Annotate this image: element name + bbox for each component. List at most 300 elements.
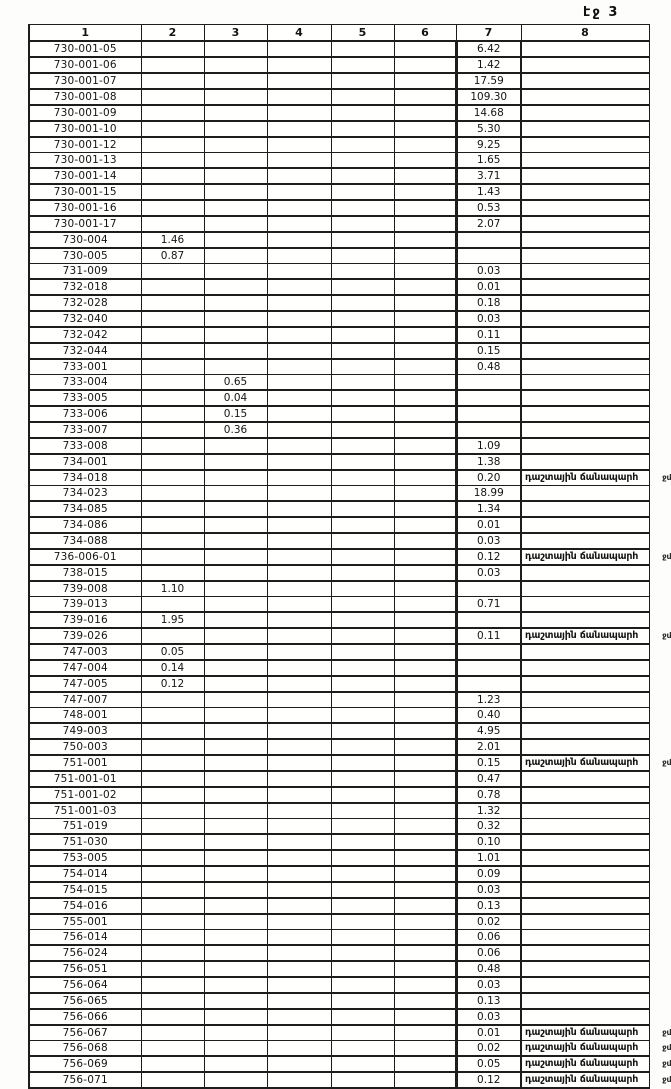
- value-cell-col5: [331, 945, 394, 961]
- code-cell: 756-067: [29, 1025, 141, 1041]
- value-cell-col6: [394, 375, 456, 391]
- value-cell-col2: [141, 628, 204, 644]
- value-cell-col5: [331, 1025, 394, 1041]
- value-cell-col8: [521, 279, 649, 295]
- value-cell-col6: [394, 723, 456, 739]
- code-cell: 730-005: [29, 248, 141, 264]
- value-cell-col3: [204, 739, 267, 755]
- value-cell-col4: [267, 137, 331, 153]
- value-cell-col3: [204, 945, 267, 961]
- value-cell-col2: [141, 866, 204, 882]
- value-cell-col2: [141, 708, 204, 724]
- value-cell-col8: [521, 692, 649, 708]
- value-cell-col2: 0.12: [141, 676, 204, 692]
- value-cell-col3: [204, 279, 267, 295]
- column-header-7: 7: [456, 25, 521, 42]
- value-cell-col4: [267, 359, 331, 375]
- value-cell-col8: [521, 930, 649, 946]
- value-cell-col5: [331, 327, 394, 343]
- value-cell-col6: [394, 41, 456, 57]
- field-road-note: դաշտային ճանապարհ: [525, 757, 639, 769]
- value-cell-col3: [204, 819, 267, 835]
- value-cell-col3: 0.04: [204, 390, 267, 406]
- code-cell: 756-014: [29, 930, 141, 946]
- value-cell-col8: [521, 914, 649, 930]
- value-cell-col4: [267, 454, 331, 470]
- code-cell: 751-001-02: [29, 787, 141, 803]
- value-cell-col7: 0.48: [456, 359, 521, 375]
- value-cell-col2: [141, 359, 204, 375]
- value-cell-col8: [521, 406, 649, 422]
- value-cell-col6: [394, 628, 456, 644]
- value-cell-col6: [394, 486, 456, 502]
- value-cell-col5: [331, 73, 394, 89]
- code-cell: 754-016: [29, 898, 141, 914]
- value-cell-col3: [204, 692, 267, 708]
- column-header-2: 2: [141, 25, 204, 42]
- value-cell-col7: 0.18: [456, 295, 521, 311]
- value-cell-col2: [141, 41, 204, 57]
- table-row: [29, 343, 649, 359]
- value-cell-col3: [204, 105, 267, 121]
- code-cell: 733-004: [29, 375, 141, 391]
- value-cell-col2: [141, 977, 204, 993]
- value-cell-col2: [141, 850, 204, 866]
- code-cell: 738-015: [29, 565, 141, 581]
- value-cell-col7: 0.40: [456, 708, 521, 724]
- value-cell-col6: [394, 755, 456, 771]
- code-cell: 730-001-08: [29, 89, 141, 105]
- value-cell-col3: [204, 581, 267, 597]
- value-cell-col6: [394, 1056, 456, 1072]
- value-cell-col7: 0.06: [456, 945, 521, 961]
- table-row: [29, 41, 649, 57]
- value-cell-col3: [204, 89, 267, 105]
- value-cell-col8: [521, 311, 649, 327]
- value-cell-col8: [521, 850, 649, 866]
- value-cell-col8: [521, 803, 649, 819]
- value-cell-col5: [331, 1072, 394, 1088]
- value-cell-col2: [141, 295, 204, 311]
- table-row: [29, 105, 649, 121]
- value-cell-col3: [204, 501, 267, 517]
- value-cell-col7: 0.13: [456, 993, 521, 1009]
- value-cell-col7: 0.12: [456, 549, 521, 565]
- value-cell-col5: [331, 184, 394, 200]
- value-cell-col7: [456, 422, 521, 438]
- value-cell-col8: [521, 375, 649, 391]
- table-row: [29, 549, 649, 565]
- value-cell-col5: [331, 644, 394, 660]
- value-cell-col3: [204, 628, 267, 644]
- value-cell-col2: [141, 914, 204, 930]
- value-cell-col7: 3.71: [456, 168, 521, 184]
- table-row: [29, 232, 649, 248]
- value-cell-col8: [521, 834, 649, 850]
- margin-annotation: ջմ: [662, 1043, 671, 1052]
- value-cell-col4: [267, 375, 331, 391]
- value-cell-col3: [204, 660, 267, 676]
- value-cell-col6: [394, 105, 456, 121]
- table-row: [29, 406, 649, 422]
- value-cell-col3: 0.65: [204, 375, 267, 391]
- value-cell-col5: [331, 803, 394, 819]
- code-cell: 754-014: [29, 866, 141, 882]
- value-cell-col5: [331, 961, 394, 977]
- value-cell-col3: [204, 977, 267, 993]
- value-cell-col4: [267, 914, 331, 930]
- value-cell-col8: [521, 57, 649, 73]
- value-cell-col7: 1.38: [456, 454, 521, 470]
- value-cell-col7: 0.01: [456, 517, 521, 533]
- code-cell: 733-006: [29, 406, 141, 422]
- value-cell-col5: [331, 517, 394, 533]
- value-cell-col6: [394, 676, 456, 692]
- value-cell-col3: [204, 708, 267, 724]
- value-cell-col2: [141, 1056, 204, 1072]
- value-cell-col2: [141, 565, 204, 581]
- value-cell-col4: [267, 41, 331, 57]
- value-cell-col2: 0.87: [141, 248, 204, 264]
- value-cell-col6: [394, 454, 456, 470]
- column-header-8: 8: [521, 25, 649, 42]
- margin-annotation: ջմ: [662, 1075, 671, 1084]
- table-row: [29, 612, 649, 628]
- value-cell-col4: [267, 1056, 331, 1072]
- value-cell-col8: [521, 295, 649, 311]
- value-cell-col7: 1.42: [456, 57, 521, 73]
- value-cell-col6: [394, 930, 456, 946]
- value-cell-col2: [141, 486, 204, 502]
- value-cell-col8: [521, 787, 649, 803]
- field-road-note: դաշտային ճանապարհ: [525, 1074, 639, 1086]
- value-cell-col3: [204, 1041, 267, 1057]
- value-cell-col4: [267, 279, 331, 295]
- code-cell: 747-005: [29, 676, 141, 692]
- value-cell-col2: [141, 168, 204, 184]
- value-cell-col7: 1.32: [456, 803, 521, 819]
- table-row: [29, 739, 649, 755]
- table-row: [29, 993, 649, 1009]
- value-cell-col6: [394, 565, 456, 581]
- value-cell-col8: [521, 248, 649, 264]
- value-cell-col4: [267, 612, 331, 628]
- code-cell: 730-001-09: [29, 105, 141, 121]
- value-cell-col2: [141, 803, 204, 819]
- code-cell: 753-005: [29, 850, 141, 866]
- value-cell-col6: [394, 200, 456, 216]
- value-cell-col4: [267, 866, 331, 882]
- value-cell-col2: [141, 153, 204, 169]
- value-cell-col7: [456, 644, 521, 660]
- table-row: [29, 517, 649, 533]
- code-cell: 756-064: [29, 977, 141, 993]
- value-cell-col6: [394, 898, 456, 914]
- value-cell-col5: [331, 787, 394, 803]
- table-row: [29, 184, 649, 200]
- value-cell-col6: [394, 343, 456, 359]
- value-cell-col3: [204, 168, 267, 184]
- value-cell-col6: [394, 993, 456, 1009]
- value-cell-col6: [394, 390, 456, 406]
- value-cell-col7: 0.06: [456, 930, 521, 946]
- value-cell-col6: [394, 803, 456, 819]
- value-cell-col6: [394, 850, 456, 866]
- table-row: [29, 327, 649, 343]
- value-cell-col7: [456, 612, 521, 628]
- table-row: [29, 708, 649, 724]
- value-cell-col5: [331, 137, 394, 153]
- table-row: [29, 644, 649, 660]
- value-cell-col8: [521, 232, 649, 248]
- value-cell-col2: 0.14: [141, 660, 204, 676]
- value-cell-col2: [141, 1041, 204, 1057]
- value-cell-col7: 6.42: [456, 41, 521, 57]
- value-cell-col8: [521, 390, 649, 406]
- value-cell-col2: [141, 819, 204, 835]
- value-cell-col7: 0.13: [456, 898, 521, 914]
- value-cell-col3: [204, 676, 267, 692]
- code-cell: 734-023: [29, 486, 141, 502]
- value-cell-col3: [204, 597, 267, 613]
- value-cell-col4: [267, 898, 331, 914]
- table-row: [29, 295, 649, 311]
- value-cell-col2: [141, 105, 204, 121]
- code-cell: 730-001-10: [29, 121, 141, 137]
- value-cell-col5: [331, 295, 394, 311]
- value-cell-col6: [394, 1009, 456, 1025]
- value-cell-col3: [204, 1025, 267, 1041]
- data-table-container: [28, 24, 671, 1089]
- value-cell-col2: [141, 787, 204, 803]
- value-cell-col3: [204, 232, 267, 248]
- code-cell: 756-071: [29, 1072, 141, 1088]
- margin-annotation: ջմ: [662, 552, 671, 561]
- code-cell: 730-001-06: [29, 57, 141, 73]
- value-cell-col8: [521, 121, 649, 137]
- value-cell-col7: 0.01: [456, 279, 521, 295]
- value-cell-col4: [267, 105, 331, 121]
- value-cell-col4: [267, 406, 331, 422]
- value-cell-col2: [141, 343, 204, 359]
- value-cell-col5: [331, 1041, 394, 1057]
- value-cell-col3: [204, 644, 267, 660]
- table-body: [29, 41, 671, 1088]
- table-row: [29, 676, 649, 692]
- value-cell-col6: [394, 168, 456, 184]
- value-cell-col2: [141, 739, 204, 755]
- value-cell-col7: 0.15: [456, 755, 521, 771]
- value-cell-col7: 0.03: [456, 311, 521, 327]
- value-cell-col2: [141, 73, 204, 89]
- value-cell-col8: [521, 486, 649, 502]
- value-cell-col4: [267, 121, 331, 137]
- value-cell-col4: [267, 57, 331, 73]
- value-cell-col5: [331, 898, 394, 914]
- value-cell-col8: [521, 1056, 671, 1072]
- value-cell-col8: [521, 517, 649, 533]
- column-header-5: 5: [331, 25, 394, 42]
- value-cell-col8: [521, 184, 649, 200]
- value-cell-col5: [331, 105, 394, 121]
- value-cell-col6: [394, 248, 456, 264]
- value-cell-col2: [141, 327, 204, 343]
- value-cell-col7: [456, 581, 521, 597]
- value-cell-col3: [204, 486, 267, 502]
- value-cell-col8: [521, 137, 649, 153]
- value-cell-col7: 0.09: [456, 866, 521, 882]
- value-cell-col5: [331, 359, 394, 375]
- value-cell-col8: [521, 501, 649, 517]
- value-cell-col4: [267, 819, 331, 835]
- value-cell-col5: [331, 422, 394, 438]
- value-cell-col4: [267, 501, 331, 517]
- value-cell-col3: [204, 454, 267, 470]
- table-row: [29, 803, 649, 819]
- value-cell-col6: [394, 232, 456, 248]
- value-cell-col7: 2.01: [456, 739, 521, 755]
- code-cell: 734-088: [29, 533, 141, 549]
- code-cell: 733-005: [29, 390, 141, 406]
- value-cell-col3: [204, 993, 267, 1009]
- value-cell-col7: 0.47: [456, 771, 521, 787]
- value-cell-col7: [456, 676, 521, 692]
- value-cell-col4: [267, 723, 331, 739]
- value-cell-col8: [521, 755, 671, 771]
- table-row: [29, 248, 649, 264]
- value-cell-col4: [267, 660, 331, 676]
- value-cell-col8: [521, 612, 649, 628]
- value-cell-col6: [394, 961, 456, 977]
- value-cell-col8: [521, 977, 649, 993]
- value-cell-col4: [267, 470, 331, 486]
- value-cell-col6: [394, 819, 456, 835]
- value-cell-col7: 0.03: [456, 264, 521, 280]
- table-row: [29, 279, 649, 295]
- field-road-note: դաշտային ճանապարհ: [525, 1042, 639, 1054]
- code-cell: 730-001-15: [29, 184, 141, 200]
- value-cell-col3: 0.15: [204, 406, 267, 422]
- code-cell: 755-001: [29, 914, 141, 930]
- code-cell: 748-001: [29, 708, 141, 724]
- value-cell-col8: [521, 89, 649, 105]
- value-cell-col7: 0.03: [456, 533, 521, 549]
- table-row: [29, 375, 649, 391]
- table-row: [29, 660, 649, 676]
- value-cell-col8: [521, 597, 649, 613]
- value-cell-col8: [521, 961, 649, 977]
- value-cell-col5: [331, 1009, 394, 1025]
- value-cell-col7: 0.15: [456, 343, 521, 359]
- value-cell-col4: [267, 533, 331, 549]
- value-cell-col7: [456, 375, 521, 391]
- value-cell-col6: [394, 597, 456, 613]
- value-cell-col4: [267, 73, 331, 89]
- table-row: [29, 264, 649, 280]
- code-cell: 751-030: [29, 834, 141, 850]
- value-cell-col8: [521, 216, 649, 232]
- code-cell: 732-018: [29, 279, 141, 295]
- value-cell-col3: [204, 470, 267, 486]
- value-cell-col8: [521, 327, 649, 343]
- value-cell-col8: [521, 533, 649, 549]
- value-cell-col6: [394, 945, 456, 961]
- value-cell-col4: [267, 993, 331, 1009]
- value-cell-col4: [267, 676, 331, 692]
- value-cell-col5: [331, 549, 394, 565]
- value-cell-col4: [267, 1041, 331, 1057]
- value-cell-col8: [521, 993, 649, 1009]
- column-header-4: 4: [267, 25, 331, 42]
- value-cell-col3: [204, 866, 267, 882]
- value-cell-col5: [331, 168, 394, 184]
- table-row: [29, 977, 649, 993]
- value-cell-col4: [267, 327, 331, 343]
- value-cell-col6: [394, 834, 456, 850]
- value-cell-col5: [331, 501, 394, 517]
- table-row: [29, 723, 649, 739]
- value-cell-col6: [394, 501, 456, 517]
- value-cell-col4: [267, 486, 331, 502]
- value-cell-col6: [394, 406, 456, 422]
- value-cell-col5: [331, 882, 394, 898]
- header-row: [29, 25, 649, 42]
- field-road-note: դաշտային ճանապարհ: [525, 472, 639, 484]
- value-cell-col8: [521, 882, 649, 898]
- value-cell-col7: 0.02: [456, 1041, 521, 1057]
- code-cell: 730-001-16: [29, 200, 141, 216]
- value-cell-col2: [141, 993, 204, 1009]
- value-cell-col2: [141, 533, 204, 549]
- code-cell: 751-001: [29, 755, 141, 771]
- value-cell-col8: [521, 343, 649, 359]
- value-cell-col3: [204, 137, 267, 153]
- value-cell-col3: [204, 121, 267, 137]
- value-cell-col3: [204, 549, 267, 565]
- value-cell-col4: [267, 581, 331, 597]
- value-cell-col4: [267, 961, 331, 977]
- value-cell-col4: [267, 628, 331, 644]
- table-row: [29, 533, 649, 549]
- value-cell-col8: [521, 708, 649, 724]
- value-cell-col5: [331, 771, 394, 787]
- value-cell-col6: [394, 708, 456, 724]
- code-cell: 734-085: [29, 501, 141, 517]
- value-cell-col6: [394, 470, 456, 486]
- value-cell-col5: [331, 834, 394, 850]
- value-cell-col3: [204, 57, 267, 73]
- value-cell-col2: [141, 422, 204, 438]
- code-cell: 730-001-14: [29, 168, 141, 184]
- value-cell-col7: 0.71: [456, 597, 521, 613]
- code-cell: 756-051: [29, 961, 141, 977]
- table-row: [29, 486, 649, 502]
- value-cell-col7: 5.30: [456, 121, 521, 137]
- value-cell-col2: [141, 945, 204, 961]
- value-cell-col3: [204, 850, 267, 866]
- value-cell-col5: [331, 914, 394, 930]
- table-row: [29, 882, 649, 898]
- value-cell-col6: [394, 660, 456, 676]
- value-cell-col6: [394, 612, 456, 628]
- code-cell: 739-016: [29, 612, 141, 628]
- table-row: [29, 422, 649, 438]
- value-cell-col5: [331, 121, 394, 137]
- table-row: [29, 359, 649, 375]
- value-cell-col5: [331, 248, 394, 264]
- value-cell-col2: [141, 723, 204, 739]
- value-cell-col2: 0.05: [141, 644, 204, 660]
